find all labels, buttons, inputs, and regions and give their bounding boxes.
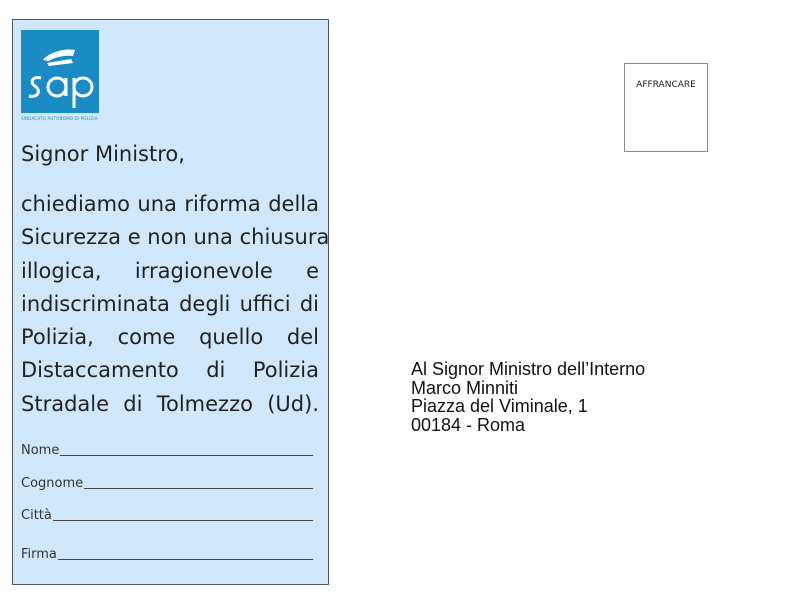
cognome-input-line[interactable] xyxy=(84,487,313,489)
address-line: Marco Minniti xyxy=(411,377,519,398)
cognome-field[interactable] xyxy=(21,473,313,491)
message-line: Stradale di Tolmezzo (Ud). xyxy=(21,391,319,416)
citta-field[interactable] xyxy=(21,505,313,523)
nome-field[interactable] xyxy=(21,440,313,458)
police-cap-icon xyxy=(21,30,99,113)
message-line: Distaccamento di Polizia xyxy=(21,358,319,383)
sap-logo xyxy=(21,30,99,113)
message-card xyxy=(12,19,329,585)
citta-label: Città xyxy=(21,508,52,523)
nome-input-line[interactable] xyxy=(60,454,313,456)
cognome-label: Cognome xyxy=(21,476,84,491)
message-line: Polizia, come quello del xyxy=(21,325,319,350)
message-line: chiediamo una riforma della xyxy=(21,192,319,216)
address-line: Piazza del Viminale, 1 xyxy=(411,396,588,416)
address-line: Al Signor Ministro dell’Interno xyxy=(411,359,646,379)
message-line: indiscriminata degli uffici di xyxy=(21,291,319,316)
message-line: illogica, irragionevole e xyxy=(21,258,319,283)
nome-label: Nome xyxy=(21,443,60,458)
firma-input-line[interactable] xyxy=(58,558,313,560)
greeting: Signor Ministro, xyxy=(21,142,185,166)
message-body xyxy=(21,188,330,421)
message-line: Sicurezza e non una chiusura xyxy=(21,225,330,250)
stamp-box xyxy=(624,63,708,152)
address-line: 00184 - Roma xyxy=(411,414,526,435)
citta-input-line[interactable] xyxy=(53,519,313,521)
firma-label: Firma xyxy=(21,547,57,562)
firma-field[interactable] xyxy=(21,544,313,562)
recipient-address xyxy=(411,360,645,434)
stamp-label: AFFRANCARE xyxy=(636,80,696,90)
logo-tagline: SINDACATO AUTONOMO DI POLIZIA xyxy=(21,116,98,121)
